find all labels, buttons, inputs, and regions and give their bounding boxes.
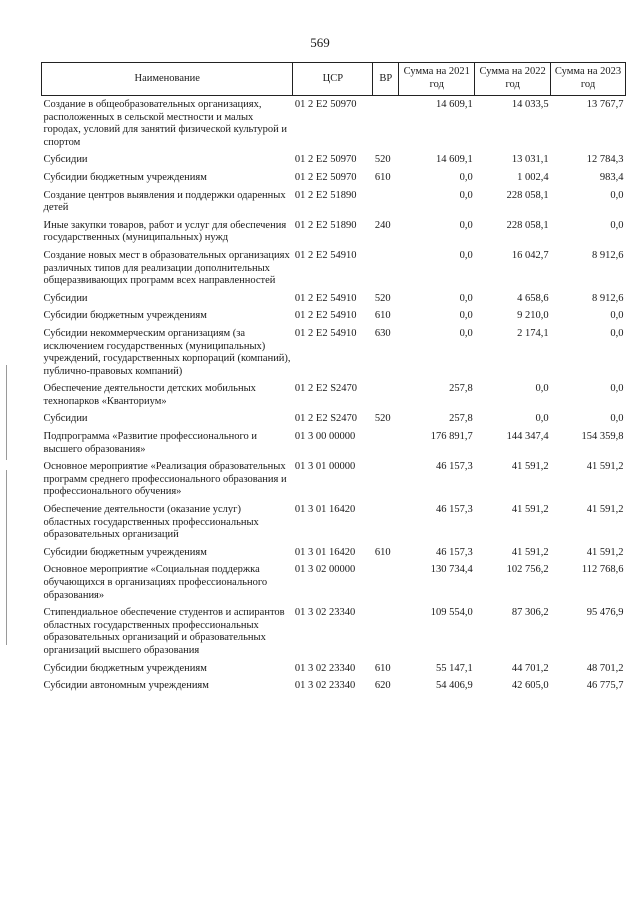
row-sum-2022-cell: 4 658,6: [517, 292, 549, 304]
row-vr-cell: [373, 96, 399, 152]
row-vr-cell: 520: [374, 413, 391, 425]
row-sum-2023-cell: 41 591,2: [586, 546, 624, 558]
row-csr-cell: 01 2 E2 54910: [294, 310, 357, 322]
row-sum-2021-cell: 54 406,9: [435, 680, 473, 692]
row-sum-2023-cell: 983,4: [599, 171, 624, 183]
row-sum-2021-cell: 257,8: [449, 383, 473, 395]
header-sum-2021: Сумма на 2021 год: [399, 63, 475, 96]
budget-table: [41, 62, 626, 695]
table-row: [42, 169, 626, 187]
row-vr-cell: 520: [374, 154, 391, 166]
row-sum-2022-cell: 42 605,0: [511, 680, 549, 692]
row-sum-2021-cell: 0,0: [459, 310, 473, 322]
row-vr-cell: [373, 428, 399, 458]
row-vr-cell: [373, 501, 399, 544]
table-row: [42, 325, 626, 380]
table-row: [42, 561, 626, 604]
row-vr-cell: 610: [374, 171, 391, 183]
row-sum-2023-cell: 0,0: [610, 310, 624, 322]
table-row: [42, 544, 626, 562]
row-csr-cell: 01 3 01 00000: [294, 461, 356, 473]
row-csr-cell: 01 2 E2 50970: [294, 171, 357, 183]
row-vr-cell: 520: [374, 292, 391, 304]
row-sum-2023-cell: 0,0: [610, 327, 624, 339]
row-sum-2022-cell: 16 042,7: [511, 249, 549, 261]
row-vr-cell: [373, 458, 399, 501]
header-vr: ВР: [373, 63, 399, 96]
row-sum-2023-cell: 154 359,8: [581, 431, 624, 443]
table-row: [42, 501, 626, 544]
row-sum-2022-cell: 87 306,2: [511, 607, 549, 619]
row-sum-2022-cell: 0,0: [535, 383, 549, 395]
row-sum-2023-cell: 41 591,2: [586, 461, 624, 473]
row-sum-2021-cell: 46 157,3: [435, 504, 473, 516]
row-vr-cell: 620: [374, 680, 391, 692]
row-sum-2022-cell: 228 058,1: [506, 189, 549, 201]
header-name: Наименование: [42, 63, 293, 96]
row-name-cell: Субсидии бюджетным учреждениям: [43, 310, 207, 322]
row-name-cell: Субсидии: [43, 292, 88, 304]
row-name-cell: Иные закупки товаров, работ и услуг для обеспечения государственных (муниципальных) нужд: [43, 219, 287, 244]
table-row: [42, 307, 626, 325]
table-body: [42, 96, 626, 695]
row-sum-2021-cell: 0,0: [459, 189, 473, 201]
row-sum-2022-cell: 44 701,2: [511, 662, 549, 674]
row-sum-2021-cell: 0,0: [459, 171, 473, 183]
row-name-cell: Создание центров выявления и поддержки одаренных детей: [43, 189, 286, 214]
row-sum-2023-cell: 0,0: [610, 189, 624, 201]
table-row: [42, 380, 626, 410]
row-name-cell: Обеспечение деятельности детских мобильных технопарков «Кванториум»: [43, 383, 256, 407]
row-csr-cell: 01 2 E2 54910: [294, 292, 357, 304]
row-sum-2022-cell: 2 174,1: [517, 327, 549, 339]
row-sum-2023-cell: 8 912,6: [592, 292, 624, 304]
row-sum-2022-cell: 228 058,1: [506, 219, 549, 231]
row-sum-2023-cell: 95 476,9: [586, 607, 624, 619]
row-vr-cell: [373, 247, 399, 290]
scan-margin-mark: [6, 470, 7, 645]
row-name-cell: Субсидии бюджетным учреждениям: [43, 662, 207, 674]
row-vr-cell: 240: [374, 219, 391, 231]
row-sum-2023-cell: 13 767,7: [586, 99, 624, 110]
table-header: [42, 63, 626, 96]
row-sum-2022-cell: 14 033,5: [511, 99, 549, 110]
row-csr-cell: 01 2 E2 S2470: [294, 413, 358, 425]
row-csr-cell: 01 3 02 00000: [294, 564, 356, 576]
row-sum-2023-cell: 0,0: [610, 383, 624, 395]
row-sum-2021-cell: 176 891,7: [430, 431, 473, 443]
row-sum-2021-cell: 46 157,3: [435, 546, 473, 558]
table-row: [42, 428, 626, 458]
row-name-cell: Создание в общеобразовательных организациях, расположенных в сельской местности и малых городах, условий для занятий физической культурой и спортом: [43, 99, 288, 148]
row-sum-2021-cell: 46 157,3: [435, 461, 473, 473]
row-sum-2022-cell: 0,0: [535, 413, 549, 425]
row-sum-2022-cell: 41 591,2: [511, 461, 549, 473]
row-csr-cell: 01 2 E2 50970: [294, 154, 357, 166]
row-sum-2021-cell: 0,0: [459, 327, 473, 339]
row-sum-2022-cell: 9 210,0: [517, 310, 549, 322]
row-name-cell: Стипендиальное обеспечение студентов и аспирантов областных государственных профессиональных образовательных организаций и образовательных организаций высшего образования: [43, 607, 285, 656]
row-sum-2022-cell: 102 756,2: [506, 564, 549, 576]
row-csr-cell: 01 3 00 00000: [294, 431, 356, 443]
row-name-cell: Подпрограмма «Развитие профессионального и высшего образования»: [43, 431, 258, 455]
row-sum-2022-cell: 13 031,1: [511, 154, 549, 166]
row-sum-2023-cell: 0,0: [610, 413, 624, 425]
table-row: [42, 410, 626, 428]
row-sum-2021-cell: 109 554,0: [430, 607, 473, 619]
table-row: [42, 290, 626, 308]
row-vr-cell: 610: [374, 662, 391, 674]
row-vr-cell: [373, 187, 399, 217]
row-sum-2023-cell: 12 784,3: [586, 154, 624, 166]
row-vr-cell: [373, 561, 399, 604]
row-sum-2022-cell: 41 591,2: [511, 504, 549, 516]
table-row: [42, 458, 626, 501]
row-csr-cell: 01 3 02 23340: [294, 680, 356, 692]
row-csr-cell: 01 2 E2 S2470: [294, 383, 358, 395]
header-csr: ЦСР: [293, 63, 373, 96]
table-row: [42, 677, 626, 695]
row-csr-cell: 01 2 E2 54910: [294, 327, 357, 339]
row-sum-2021-cell: 0,0: [459, 249, 473, 261]
row-sum-2023-cell: 41 591,2: [586, 504, 624, 516]
row-sum-2022-cell: 1 002,4: [517, 171, 549, 183]
row-name-cell: Основное мероприятие «Социальная поддержка обучающихся в организациях профессионального образования»: [43, 564, 268, 601]
row-vr-cell: 610: [374, 546, 391, 558]
row-name-cell: Субсидии некоммерческим организациям (за исключением государственных (муниципальных) учреждений, государственных корпораций (компаний), публично-правовых компаний): [43, 327, 291, 377]
header-sum-2022: Сумма на 2022 год: [475, 63, 551, 96]
row-name-cell: Субсидии автономным учреждениям: [43, 680, 209, 692]
row-sum-2022-cell: 144 347,4: [506, 431, 549, 443]
row-name-cell: Субсидии бюджетным учреждениям: [43, 171, 207, 183]
row-sum-2023-cell: 46 775,7: [586, 680, 624, 692]
row-vr-cell: [373, 604, 399, 659]
row-sum-2021-cell: 130 734,4: [430, 564, 473, 576]
row-sum-2023-cell: 48 701,2: [586, 662, 624, 674]
row-vr-cell: [373, 380, 399, 410]
row-sum-2023-cell: 8 912,6: [592, 249, 624, 261]
row-sum-2023-cell: 0,0: [610, 219, 624, 231]
table-row: [42, 217, 626, 247]
row-name-cell: Субсидии: [43, 413, 88, 425]
row-name-cell: Обеспечение деятельности (оказание услуг) областных государственных профессиональных образовательных организаций: [43, 504, 259, 541]
row-name-cell: Субсидии бюджетным учреждениям: [43, 546, 207, 558]
row-sum-2023-cell: 112 768,6: [581, 564, 624, 576]
row-sum-2021-cell: 14 609,1: [435, 99, 473, 110]
row-name-cell: Субсидии: [43, 154, 88, 166]
row-csr-cell: 01 2 E2 51890: [294, 219, 357, 231]
row-name-cell: Основное мероприятие «Реализация образовательных программ среднего профессионального образования и профессионального обучения»: [43, 461, 287, 498]
header-sum-2023: Сумма на 2023 год: [551, 63, 626, 96]
row-sum-2021-cell: 14 609,1: [435, 154, 473, 166]
row-csr-cell: 01 2 E2 51890: [294, 189, 357, 201]
row-vr-cell: 630: [374, 327, 391, 339]
table-row: [42, 151, 626, 169]
row-sum-2021-cell: 257,8: [449, 413, 473, 425]
row-name-cell: Создание новых мест в образовательных организациях различных типов для реализации дополнительных общеразвивающих программ всех направленностей: [43, 249, 290, 287]
table-row: [42, 660, 626, 678]
scan-margin-mark: [6, 365, 7, 460]
table-row: [42, 96, 626, 152]
row-csr-cell: 01 3 02 23340: [294, 607, 356, 619]
row-csr-cell: 01 3 01 16420: [294, 504, 356, 516]
row-csr-cell: 01 3 01 16420: [294, 546, 356, 558]
row-csr-cell: 01 2 E2 50970: [294, 99, 357, 110]
row-sum-2021-cell: 0,0: [459, 292, 473, 304]
row-sum-2022-cell: 41 591,2: [511, 546, 549, 558]
row-csr-cell: 01 3 02 23340: [294, 662, 356, 674]
row-sum-2021-cell: 55 147,1: [435, 662, 473, 674]
row-sum-2021-cell: 0,0: [459, 219, 473, 231]
table-row: [42, 604, 626, 659]
table-row: [42, 247, 626, 290]
page-number: 569: [310, 35, 330, 50]
table-row: [42, 187, 626, 217]
row-vr-cell: 610: [374, 310, 391, 322]
row-csr-cell: 01 2 E2 54910: [294, 249, 357, 261]
